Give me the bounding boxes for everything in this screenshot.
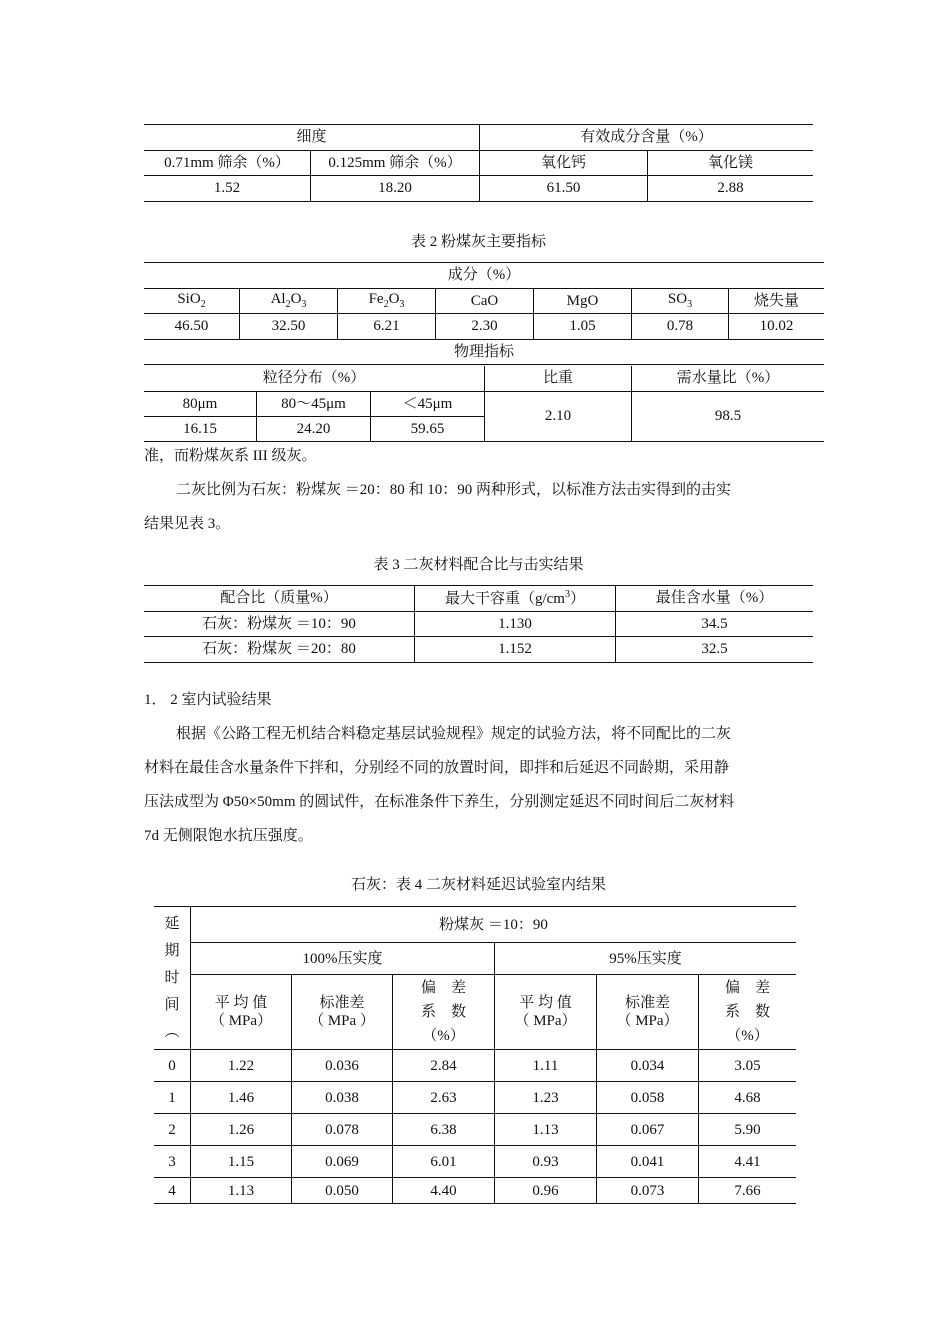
table-row	[154, 1050, 796, 1082]
section-heading: 1． 2 室内试验结果	[144, 692, 272, 708]
composition-title: 成分（%）	[144, 263, 824, 289]
cell: 石灰：粉煤灰 ＝20：80	[144, 637, 415, 663]
water-ratio: 需水量比（%）	[632, 366, 825, 391]
cell: 0.78	[632, 314, 729, 340]
col-mgo: 氧化镁	[648, 150, 814, 176]
cell: 0.058	[597, 1082, 699, 1114]
table4-caption: 石灰：表 4 二灰材料延迟试验室内结果	[350, 877, 606, 893]
mix-label: 粉煤灰 ＝10：90	[191, 907, 797, 943]
header-ratio: 配合比（质量%）	[144, 586, 415, 612]
chem-mgo: MgO	[534, 288, 632, 314]
sub-mean: 平 均 值 （ MPa）	[191, 975, 292, 1050]
col-0125: 0.125mm 筛余（%）	[311, 150, 480, 176]
chem-fe2o3: $Fe_2O_3$	[338, 288, 436, 314]
cell: 0.96	[495, 1178, 597, 1204]
cell: 0.050	[292, 1178, 393, 1204]
cell: 61.50	[480, 176, 648, 202]
cell: 3.05	[699, 1050, 797, 1082]
table-lime-indicators	[144, 124, 813, 202]
table-row	[144, 176, 813, 202]
cell: 2.84	[393, 1050, 495, 1082]
cell: 34.5	[616, 611, 814, 637]
cell: 0.078	[292, 1114, 393, 1146]
text-line: 根据《公路工程无机结合料稳定基层试验规程》规定的试验方法，将不同配比的二灰	[176, 726, 732, 742]
chem-loss: 烧失量	[729, 288, 825, 314]
group-95: 95%压实度	[495, 943, 797, 975]
cell: 1.05	[534, 314, 632, 340]
cell: 1.13	[191, 1178, 292, 1204]
cell: 4.41	[699, 1146, 797, 1178]
particle-80-45: 80～45μm	[257, 391, 371, 416]
table-row	[144, 314, 824, 340]
cell: 46.50	[144, 314, 240, 340]
sub-mean-95: 平 均 值 （ MPa）	[495, 975, 597, 1050]
cell: 3	[154, 1146, 191, 1178]
cell: 4.68	[699, 1082, 797, 1114]
cell: 0.034	[597, 1050, 699, 1082]
cell: 32.5	[616, 637, 814, 663]
cell: 1.26	[191, 1114, 292, 1146]
group-100: 100%压实度	[191, 943, 495, 975]
cell: 0.067	[597, 1114, 699, 1146]
cell: 0.036	[292, 1050, 393, 1082]
sub-cv-95: 偏 差 系 数 （%）	[699, 975, 797, 1050]
cell: 0.073	[597, 1178, 699, 1204]
chem-cao: CaO	[436, 288, 534, 314]
cell: 6.21	[338, 314, 436, 340]
sub-std-95: 标准差 （ MPa）	[597, 975, 699, 1050]
table3-caption: 表 3 二灰材料配合比与击实结果	[373, 557, 584, 573]
table-row	[154, 1082, 796, 1114]
physical-title: 物理指标	[144, 339, 824, 365]
water-value: 98.5	[632, 391, 825, 441]
cell: 6.38	[393, 1114, 495, 1146]
header-water: 最佳含水量（%）	[616, 586, 814, 612]
table-delay-results	[154, 906, 796, 1204]
particle-45: ＜45μm	[371, 391, 485, 416]
cell: 0.069	[292, 1146, 393, 1178]
cell: 7.66	[699, 1178, 797, 1204]
cell: 1.46	[191, 1082, 292, 1114]
cell: 2	[154, 1114, 191, 1146]
cell: 1.23	[495, 1082, 597, 1114]
table-mix-ratio	[144, 585, 813, 663]
cell: 0.041	[597, 1146, 699, 1178]
cell: 2.63	[393, 1082, 495, 1114]
cell: 1.22	[191, 1050, 292, 1082]
cell: 1.13	[495, 1114, 597, 1146]
cell: 1.152	[415, 637, 616, 663]
cell: 1	[154, 1082, 191, 1114]
sub-std: 标准差 （ MPa ）	[292, 975, 393, 1050]
cell: 0.038	[292, 1082, 393, 1114]
col-071: 0.71mm 筛余（%）	[144, 150, 311, 176]
table-row	[144, 637, 813, 663]
cell: 0.93	[495, 1146, 597, 1178]
text-line: 压法成型为 Φ50×50mm 的圆试件，在标准条件下养生，分别测定延迟不同时间后二灰材料	[144, 794, 735, 810]
table-row	[154, 1146, 796, 1178]
chem-al2o3: $Al_2O_3$	[240, 288, 338, 314]
particle-80: 80μm	[144, 391, 257, 416]
cell: 1.15	[191, 1146, 292, 1178]
sg-value: 2.10	[485, 391, 632, 441]
text-line: 二灰比例为石灰：粉煤灰 ＝20：80 和 10：90 两种形式，以标准方法击实得到的击实	[176, 482, 732, 498]
specific-gravity: 比重	[485, 366, 632, 391]
chem-sio2: SiO$_2$	[144, 288, 240, 314]
text-line: 7d 无侧限饱水抗压强度。	[144, 828, 313, 844]
table-flyash-indicators	[144, 262, 824, 365]
text-line: 材料在最佳含水量条件下拌和，分别经不同的放置时间，即拌和后延迟不同龄期，采用静	[144, 760, 730, 776]
sub-cv: 偏 差 系 数 （%）	[393, 975, 495, 1050]
cell: 6.01	[393, 1146, 495, 1178]
cell: 4.40	[393, 1178, 495, 1204]
col-cao: 氧化钙	[480, 150, 648, 176]
cell: 32.50	[240, 314, 338, 340]
table-row	[144, 611, 813, 637]
cell: 1.130	[415, 611, 616, 637]
cell: 24.20	[257, 416, 371, 441]
table-flyash-physical	[144, 366, 824, 442]
delay-label: 延 期 时 间 ︵	[154, 907, 191, 1050]
cell: 2.30	[436, 314, 534, 340]
cell: 59.65	[371, 416, 485, 441]
cell: 1.11	[495, 1050, 597, 1082]
cell: 18.20	[311, 176, 480, 202]
cell: 0	[154, 1050, 191, 1082]
particle-title: 粒径分布（%）	[144, 366, 485, 391]
cell: 10.02	[729, 314, 825, 340]
text-line: 结果见表 3。	[144, 516, 231, 532]
text-line: 准，而粉煤灰系 III 级灰。	[144, 448, 317, 464]
cell: 2.88	[648, 176, 814, 202]
table2-caption: 表 2 粉煤灰主要指标	[410, 234, 546, 250]
cell: 5.90	[699, 1114, 797, 1146]
cell: 16.15	[144, 416, 257, 441]
header-density: 最大干容重$(g/cm^3)$	[415, 586, 616, 612]
chem-so3: $SO_3$	[632, 288, 729, 314]
table-row	[154, 1178, 796, 1204]
header-active-content: 有效成分含量（%）	[480, 125, 814, 151]
table-row	[154, 1114, 796, 1146]
cell: 4	[154, 1178, 191, 1204]
cell: 石灰：粉煤灰 ＝10：90	[144, 611, 415, 637]
cell: 1.52	[144, 176, 311, 202]
header-fineness: 细度	[144, 125, 480, 151]
paragraph	[144, 474, 809, 507]
